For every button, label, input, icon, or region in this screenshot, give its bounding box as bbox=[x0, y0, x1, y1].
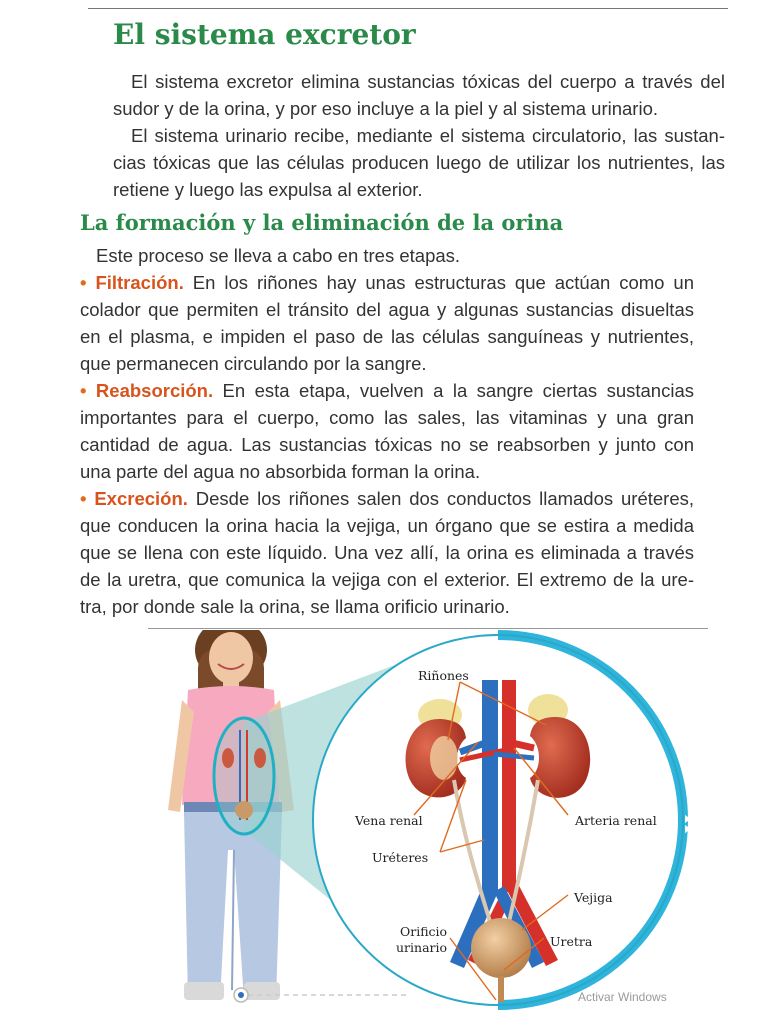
stage-text: En esta etapa, vuelven a la sangre ciertas sustancias importantes para el cuerpo, como las sales, las vitaminas y una gran cantidad de agua. Las sustancias tóxicas no se reabsorben y junto con una parte del agua no absorbida forman la orina. bbox=[80, 380, 694, 482]
label-kidneys: Riñones bbox=[418, 668, 469, 683]
section-heading: La formación y la eliminación de la orina bbox=[80, 210, 564, 235]
label-orifice-line2: urinario bbox=[396, 940, 448, 955]
stage-term: Excreción. bbox=[94, 488, 188, 509]
intro-paragraph: El sistema excretor elimina sustancias tóxicas del cuerpo a través del sudor y de la orina, y por eso incluye a la piel y al sistema urinario. bbox=[113, 71, 725, 119]
label-ureters: Uréteres bbox=[372, 850, 429, 865]
section-body bbox=[80, 242, 694, 620]
label-orifice-line1: Orificio bbox=[400, 924, 448, 939]
stage-item-filtration bbox=[80, 269, 694, 377]
label-bladder: Vejiga bbox=[574, 890, 613, 905]
intro-paragraph: El sistema urinario recibe, mediante el sistema circulatorio, las sustan-cias tóxicas que las células producen luego de utilizar los nutrientes, las retiene y luego las expulsa al exterior. bbox=[113, 125, 725, 200]
stage-text: En los riñones hay unas estructuras que actúan como un colador que permiten el tránsito del agua y algunas sustancias disueltas en el plasma, e impiden el paso de las células sanguíneas y nutrientes, que permanecen circulando por la sangre. bbox=[80, 272, 694, 374]
figure-illustration bbox=[148, 630, 708, 1010]
top-rule bbox=[88, 8, 728, 9]
label-renal-artery: Arteria renal bbox=[575, 813, 657, 828]
bullet-icon: • bbox=[80, 272, 87, 293]
figure-rule bbox=[148, 628, 708, 629]
bullet-icon: • bbox=[80, 380, 87, 401]
section-lead: Este proceso se lleva a cabo en tres etapas. bbox=[96, 245, 461, 266]
scroll-handle-dot-icon bbox=[238, 992, 244, 998]
stage-item-reabsorption bbox=[80, 377, 694, 485]
intro-text bbox=[113, 68, 725, 203]
stage-item-excretion bbox=[80, 485, 694, 620]
urinary-system-figure bbox=[148, 630, 708, 1010]
bladder bbox=[471, 918, 531, 978]
label-urethra: Uretra bbox=[550, 934, 593, 949]
page-title: El sistema excretor bbox=[113, 18, 416, 51]
label-renal-vein: Vena renal bbox=[355, 813, 423, 828]
bullet-icon: • bbox=[80, 488, 87, 509]
urethra bbox=[498, 976, 504, 1002]
stage-text: Desde los riñones salen dos conductos llamados uréteres, que conducen la orina hacia la vejiga, un órgano que se estira a medida que se llena con este líquido. Una vez allí, la orina es eliminada a través de la uretra, que comunica la vejiga con el exterior. El extremo de la ure-tra, por donde sale la orina, se llama orificio urinario. bbox=[80, 488, 694, 617]
stage-term: Reabsorción. bbox=[95, 380, 214, 401]
activation-watermark: Activar Windows bbox=[578, 990, 667, 1004]
stage-term: Filtración. bbox=[95, 272, 184, 293]
